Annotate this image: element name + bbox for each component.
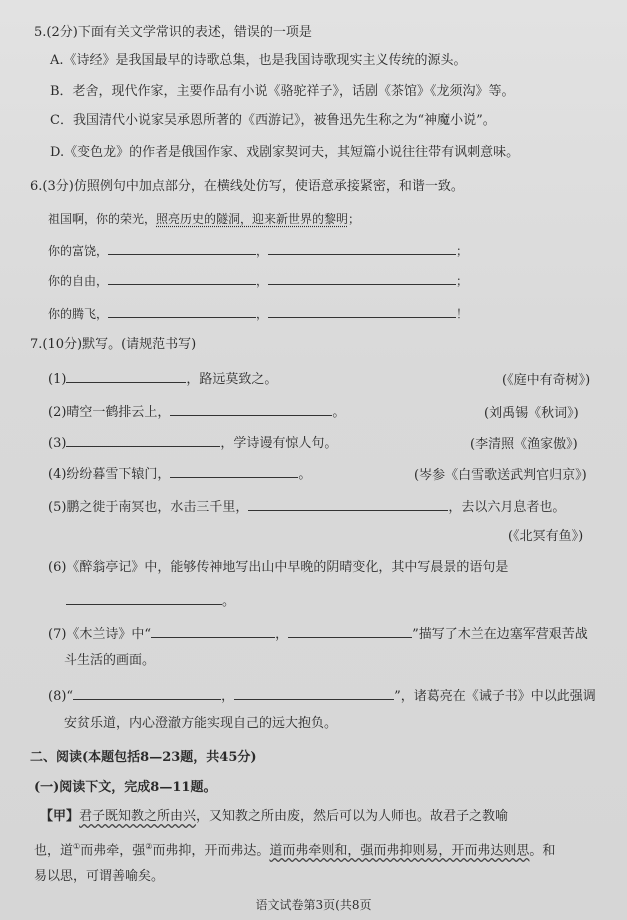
q7-item-text: ”描写了木兰在边塞军营艰苦战 (412, 627, 588, 642)
q7-blank-7b[interactable] (288, 623, 412, 638)
q6-comma: ， (256, 307, 269, 321)
q6-blank-2a[interactable] (108, 270, 256, 285)
q7-item-num: (1) (48, 372, 67, 387)
q7-item-2 (48, 401, 345, 422)
q7-item-1 (48, 368, 277, 389)
footnote-marker-1: ① (73, 842, 81, 851)
q6-blank-2b[interactable] (268, 270, 456, 285)
passage-jia-tag: 【甲】 (40, 809, 80, 824)
passage-text: 。 (256, 843, 270, 859)
q5-option-c[interactable]: C．我国清代小说家吴承恩所著的《西游记》，被鲁迅先生称之为“神魔小说”。 (50, 113, 496, 128)
q7-blank-5[interactable] (248, 496, 448, 511)
reading-section-header: 二、阅读(本题包括8—23题，共45分) (30, 750, 257, 765)
q6-row-3 (48, 303, 468, 323)
q7-source-5: (《北冥有鱼》) (508, 529, 584, 544)
q6-exclaim: ！ (456, 307, 469, 321)
q6-blank-3b[interactable] (268, 303, 456, 318)
q7-item-end: ，去以六月息者也。 (448, 500, 566, 515)
q6-row-label: 你的自由， (48, 274, 109, 288)
q7-item-7 (48, 623, 588, 644)
passage-text: 也，道 (34, 843, 74, 859)
q7-item-8 (48, 685, 596, 706)
passage-jia-line-2 (34, 838, 555, 860)
page-footer: 语文试卷第3页(共8页 (255, 898, 372, 912)
q7-item-8-cont: 安贫乐道，内心澄澈方能实现自己的远大抱负。 (64, 716, 338, 731)
q7-blank-1[interactable] (66, 368, 186, 383)
passage-text: 而弗抑，开而弗达 (152, 843, 257, 859)
q7-item-text: (2)晴空一鹤排云上， (48, 405, 171, 420)
q5-option-b[interactable]: B．老舍，现代作家，主要作品有小说《骆驼祥子》，话剧《茶馆》《龙须沟》等。 (50, 84, 515, 99)
q7-source-3: (李清照《渔家傲》) (470, 437, 578, 452)
q7-item-3 (48, 432, 337, 453)
passage-text: 。和 (529, 843, 556, 859)
q7-source-2: (刘禹锡《秋词》) (484, 406, 579, 421)
q6-row-1 (48, 240, 468, 260)
reading-subsection: (一)阅读下文，完成8—11题。 (34, 780, 217, 795)
q6-example-dotted: 照亮历史的隧洞，迎来新世界的黎明 (156, 212, 349, 226)
q7-item-end: 。 (332, 405, 346, 420)
q6-comma: ， (256, 244, 269, 258)
q6-blank-1b[interactable] (268, 240, 456, 255)
passage-text: 而弗牵，强 (80, 843, 146, 859)
q7-item-text: ，路远莫致之。 (186, 372, 278, 387)
q6-example-end: ； (348, 212, 361, 226)
q5-option-d[interactable]: D.《变色龙》的作者是俄国作家、戏剧家契诃夫，其短篇小说往往带有讽刺意味。 (50, 145, 520, 160)
q5-stem: 5.(2分)下面有关文学常识的表述，错误的一项是 (34, 25, 312, 40)
q7-item-6-answer (66, 590, 235, 611)
q6-blank-1a[interactable] (108, 240, 256, 255)
q7-item-text: (4)纷纷暮雪下辕门， (48, 467, 171, 482)
q7-blank-8a[interactable] (73, 685, 221, 700)
q7-item-7-cont: 斗生活的画面。 (64, 653, 156, 668)
q6-semicolon: ； (456, 274, 469, 288)
q7-blank-3[interactable] (66, 432, 220, 447)
footnote-marker-2: ② (145, 842, 153, 851)
q7-item-text: ”，诸葛亮在《诫子书》中以此强调 (394, 689, 596, 704)
q7-blank-6[interactable] (66, 590, 222, 605)
q7-stem: 7.(10分)默写。(请规范书写) (30, 337, 197, 352)
q6-row-label: 你的腾飞， (48, 307, 109, 321)
q6-row-label: 你的富饶， (48, 244, 109, 258)
q7-item-4 (48, 463, 311, 484)
q7-source-4: (岑参《白雪歌送武判官归京》) (414, 468, 587, 483)
q6-stem: 6.(3分)仿照例句中加点部分，在横线处仿写，使语意承接紧密，和谐一致。 (30, 179, 464, 194)
passage-text: ，又知教之所由废，然后可以为人师也。故君子之教喻 (196, 809, 509, 824)
q7-item-end: 。 (222, 594, 236, 609)
q7-blank-4[interactable] (170, 463, 298, 478)
q6-example-prefix: 祖国啊，你的荣光， (48, 212, 157, 226)
q6-blank-3a[interactable] (108, 303, 256, 318)
passage-wavy-2: 道而弗牵则和，强而弗抑则易，开而弗达则思 (269, 843, 530, 859)
q7-item-text: (7)《木兰诗》中“ (48, 627, 152, 642)
q7-item-text: (8)“ (48, 689, 74, 704)
q6-comma: ， (256, 274, 269, 288)
passage-wavy-1: 君子既知教之所由兴 (79, 809, 197, 824)
q7-comma: ， (275, 627, 289, 642)
passage-jia-line-3: 易以思，可谓善喻矣。 (34, 869, 165, 884)
q6-example (48, 210, 360, 228)
q7-source-1: (《庭中有奇树》) (502, 373, 591, 388)
q7-item-num: (3) (48, 436, 67, 451)
q7-comma: ， (221, 689, 235, 704)
q7-item-end: 。 (298, 467, 312, 482)
q7-item-5 (48, 496, 565, 517)
q5-option-a[interactable]: A.《诗经》是我国最早的诗歌总集，也是我国诗歌现实主义传统的源头。 (50, 53, 467, 68)
q6-semicolon: ； (456, 244, 469, 258)
q7-blank-8b[interactable] (234, 685, 394, 700)
q7-item-6: (6)《醉翁亭记》中，能够传神地写出山中早晚的阴晴变化，其中写晨景的语句是 (48, 560, 509, 575)
passage-jia-line-1 (40, 808, 508, 826)
q7-blank-2[interactable] (170, 401, 332, 416)
q6-row-2 (48, 270, 468, 290)
q7-item-text: (5)鹏之徙于南冥也，水击三千里， (48, 500, 249, 515)
q7-item-text: ，学诗谩有惊人句。 (220, 436, 338, 451)
q7-blank-7a[interactable] (151, 623, 275, 638)
